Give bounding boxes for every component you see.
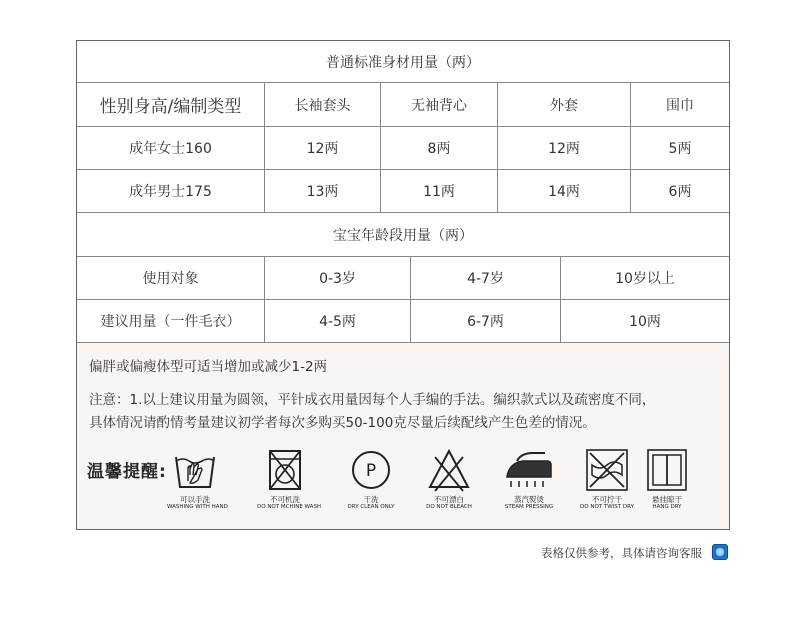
warm-tip-label: 温馨提醒: — [87, 462, 167, 482]
notes-section — [77, 343, 729, 529]
care-label-en: DO NOT TWIST DRY — [580, 504, 634, 510]
note-body-type: 偏胖或偏瘦体型可适当增加或减少1-2两 — [89, 359, 328, 375]
hand-wash-icon — [172, 447, 218, 493]
care-label-en: DO NOT MCHINE WASH — [257, 504, 322, 510]
table-row — [77, 127, 729, 170]
table-row — [77, 257, 729, 300]
note-attention-1: 注意：1.以上建议用量为圆领，平针成衣用量因每个人手编的手法。编织款式以及疏密度不同， — [89, 392, 656, 408]
dry-clean-icon — [348, 447, 394, 493]
table-cell: 8两 — [381, 127, 498, 169]
adult-table-title-row — [77, 41, 729, 83]
care-label-en: DRY CLEAN ONLY — [347, 504, 395, 510]
header-vest: 无袖背心 — [381, 83, 498, 126]
header-coat: 外套 — [498, 83, 631, 126]
care-label-cn: 不可漂白 — [434, 495, 464, 504]
dry-clean-symbol: P — [365, 461, 377, 481]
care-label-en: DO NOT BLEACH — [426, 504, 472, 510]
care-label-en: WASHING WITH HAND — [167, 504, 228, 510]
adult-table-title: 普通标准身材用量（两） — [326, 54, 480, 71]
table-cell: 10岁以上 — [615, 271, 675, 287]
adult-table-header-row — [77, 83, 729, 127]
table-cell: 13两 — [265, 170, 381, 212]
table-cell: 4-7岁 — [411, 257, 561, 299]
table-cell: 11两 — [381, 170, 498, 212]
footer-note: 表格仅供参考，具体请咨询客服 — [541, 546, 702, 560]
header-scarf: 围巾 — [666, 97, 694, 114]
table-cell: 14两 — [498, 170, 631, 212]
care-item — [579, 447, 635, 523]
baby-table-title-row — [77, 213, 729, 257]
care-item — [421, 447, 477, 523]
row-label-men: 成年男士175 — [77, 170, 265, 212]
table-cell: 12两 — [498, 127, 631, 169]
no-machine-wash-icon — [262, 447, 308, 493]
care-item — [167, 447, 228, 523]
row-label-target: 使用对象 — [77, 257, 265, 299]
table-cell: 5两 — [668, 141, 692, 157]
care-item — [257, 447, 322, 523]
table-cell: 6两 — [668, 184, 692, 200]
no-twist-dry-icon — [584, 447, 630, 493]
care-label-cn: 不可拧干 — [592, 495, 622, 504]
note-attention-2: 具体情况请酌情考量建议初学者每次多购买50-100克尽量后续配线产生色差的情况。 — [89, 415, 596, 431]
care-item — [343, 447, 399, 523]
steam-iron-icon — [501, 447, 557, 493]
care-label-en: HANG DRY — [652, 504, 682, 510]
baby-table-title: 宝宝年龄段用量（两） — [333, 227, 473, 244]
care-item — [501, 447, 557, 523]
care-label-en: STEAM PRESSING — [504, 504, 554, 510]
care-label-cn: 可以手洗 — [180, 495, 210, 504]
table-row — [77, 170, 729, 213]
header-gender-height: 性别身高/编制类型 — [77, 83, 265, 126]
hang-dry-icon — [644, 447, 690, 493]
customer-service-icon[interactable] — [712, 544, 728, 560]
row-label-suggested: 建议用量（一件毛衣） — [77, 300, 265, 342]
header-long-sleeve: 长袖套头 — [265, 83, 381, 126]
care-label-cn: 蒸汽熨烫 — [514, 495, 544, 504]
care-label-cn: 悬挂晾干 — [652, 495, 682, 504]
table-cell: 12两 — [265, 127, 381, 169]
size-chart-table — [76, 40, 730, 530]
table-row — [77, 300, 729, 343]
care-label-cn: 不可机洗 — [270, 495, 300, 504]
care-label-cn: 干洗 — [363, 495, 379, 504]
table-cell: 0-3岁 — [265, 257, 411, 299]
row-label-women: 成年女士160 — [77, 127, 265, 169]
no-bleach-icon — [426, 447, 472, 493]
table-cell: 10两 — [629, 314, 661, 330]
table-cell: 6-7两 — [411, 300, 561, 342]
table-cell: 4-5两 — [265, 300, 411, 342]
care-item — [639, 447, 695, 523]
